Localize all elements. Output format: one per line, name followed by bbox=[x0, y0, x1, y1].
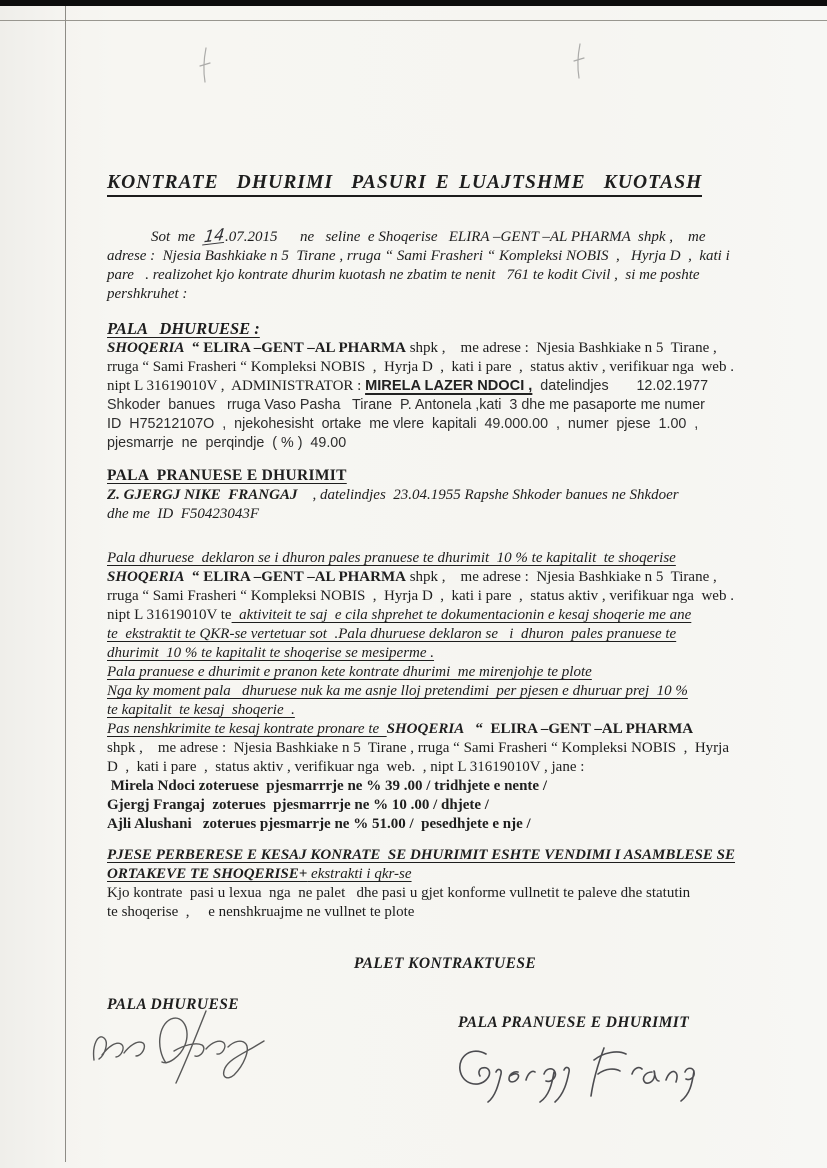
donor-text: Shkoder banues rruga Vaso Pasha Tirane P. Antonela ,kati 3 dhe me pasaporte me numer bbox=[107, 397, 705, 413]
parties-title-text: PALET KONTRAKTUESE bbox=[353, 955, 537, 972]
donor-text: shpk , me adrese : Njesia Bashkiake n 5 Tirane , bbox=[405, 340, 717, 356]
recipient-line bbox=[107, 486, 783, 505]
closing-line bbox=[107, 884, 783, 903]
declaration-line bbox=[107, 701, 783, 720]
company-name: “ ELIRA –GENT –AL PHARMA bbox=[184, 340, 406, 356]
annex-line bbox=[107, 846, 783, 865]
donor-text: datelindjes 12.02.1977 bbox=[532, 378, 709, 394]
declaration-text: shpk , me adrese : Njesia Bashkiake n 5 Tirane , bbox=[405, 569, 717, 585]
declaration-text: te kapitalit te kesaj shoqerie . bbox=[107, 702, 295, 718]
declaration-text: Pas nenshkrimite te kesaj kontrate pronare te bbox=[107, 721, 387, 737]
declaration-text: shpk , me adrese : Njesia Bashkiake n 5 Tirane , rruga “ Sami Frasheri “ Kompleksi NOBIS , Hyrja bbox=[107, 740, 729, 756]
declaration-line bbox=[107, 606, 783, 625]
closing-text: te shoqerise , e nenshkruajme ne vullnet te plote bbox=[107, 904, 415, 920]
declaration-line bbox=[107, 758, 783, 777]
declaration-line bbox=[107, 587, 783, 606]
donor-text: rruga “ Sami Frasheri “ Kompleksi NOBIS , Hyrja D , kati i pare , status aktiv , verifikuar nga web . bbox=[107, 359, 734, 375]
pen-mark-icon bbox=[572, 42, 586, 82]
ownership-text: Mirela Ndoci zoteruese pjesmarrrje ne % 39 .00 / tridhjete e nente / bbox=[107, 778, 548, 794]
intro-line bbox=[107, 224, 783, 247]
spacer bbox=[107, 834, 783, 846]
ownership-line bbox=[107, 777, 783, 796]
spacer bbox=[107, 304, 783, 318]
company-name: SHOQERIA bbox=[107, 569, 185, 585]
declaration-line bbox=[107, 625, 783, 644]
intro-line bbox=[107, 285, 783, 304]
handwritten-date: 14 bbox=[202, 224, 226, 247]
intro-text: .07.2015 ne seline e Shoqerise ELIRA –GENT –AL PHARMA shpk , me bbox=[225, 229, 706, 245]
signature-donor bbox=[88, 1005, 288, 1090]
donor-text: nipt L 31619010V , ADMINISTRATOR : bbox=[107, 378, 366, 394]
declaration-text: aktiviteit te saj e cila shprehet te dokumentacionin e kesaj shoqerie me ane bbox=[231, 607, 692, 623]
closing-text: Kjo kontrate pasi u lexua nga ne palet dhe pasi u gjet konforme vullnetit te paleve dhe statutin bbox=[107, 885, 691, 901]
donor-line bbox=[107, 358, 783, 377]
donor-text: pjesmarrje ne perqindje ( % ) 49.00 bbox=[107, 435, 347, 451]
section-heading-text: PALA PRANUESE E DHURIMIT bbox=[107, 467, 347, 484]
declaration-line bbox=[107, 682, 783, 701]
intro-text: Sot me bbox=[151, 229, 203, 245]
declaration-text: rruga “ Sami Frasheri “ Kompleksi NOBIS , Hyrja D , kati i pare , status aktiv , verifikuar nga web . bbox=[107, 588, 734, 604]
donor-line bbox=[107, 339, 783, 358]
declaration-line bbox=[107, 720, 783, 739]
annex-text: ORTAKEVE TE SHOQERISE+ bbox=[107, 866, 308, 882]
declaration-text: dhurimit 10 % te kapitalit te shoqerise se mesiperme . bbox=[107, 645, 435, 661]
declaration-line bbox=[107, 663, 783, 682]
recipient-signature-label-text: PALA PRANUESE E DHURIMIT bbox=[458, 1014, 690, 1031]
declaration-line bbox=[107, 739, 783, 758]
annex-text: PJESE PERBERESE E KESAJ KONRATE SE DHURIMIT ESHTE VENDIMI I ASAMBLESE SE bbox=[107, 847, 736, 863]
recipient-text: , datelindjes 23.04.1955 Rapshe Shkoder banues ne Shkdoer bbox=[297, 487, 679, 503]
page-left-margin-line bbox=[65, 6, 66, 1162]
recipient-text: dhe me ID F50423043F bbox=[107, 506, 260, 522]
annex-text: ekstrakti i qkr-se bbox=[307, 866, 412, 882]
document-content bbox=[107, 172, 783, 1015]
intro-text: adrese : Njesia Bashkiake n 5 Tirane , rruga “ Sami Frasheri “ Kompleksi NOBIS , Hyrja D , kati i bbox=[107, 248, 730, 264]
administrator-name: MIRELA LAZER NDOCI , bbox=[365, 378, 533, 394]
donor-line bbox=[107, 434, 783, 453]
declaration-text: Pala dhuruese deklaron se i dhuron pales pranuese te dhurimit 10 % te kapitalit te shoqerise bbox=[107, 550, 676, 566]
annex-line bbox=[107, 865, 783, 884]
declaration-text: Pala pranuese e dhurimit e pranon kete kontrate dhurimi me mirenjohje te plote bbox=[107, 664, 592, 680]
ownership-text: Ajli Alushani zoterues pjesmarrje ne % 51.00 / pesedhjete e nje / bbox=[107, 816, 531, 832]
recipient-line bbox=[107, 505, 783, 524]
donor-line bbox=[107, 396, 783, 415]
spacer bbox=[107, 974, 783, 995]
declaration-line bbox=[107, 644, 783, 663]
intro-text: pare . realizohet kjo kontrate dhurim kuotash ne zbatim te nenit 761 te kodit Civil , si me poshte bbox=[107, 267, 700, 283]
spacer bbox=[107, 922, 783, 954]
declaration-text: Nga ky moment pala dhuruese nuk ka me asnje lloj pretendimi per pjesen e dhuruar prej 10 % bbox=[107, 683, 688, 699]
intro-line bbox=[107, 266, 783, 285]
scan-top-rule-line bbox=[0, 20, 827, 21]
spacer bbox=[107, 524, 783, 549]
section-heading-donor bbox=[107, 318, 783, 339]
recipient-name: Z. GJERGJ NIKE FRANGAJ bbox=[107, 487, 298, 503]
donor-signature-label-text: PALA DHURUESE bbox=[107, 996, 239, 1013]
donor-line bbox=[107, 377, 783, 396]
closing-line bbox=[107, 903, 783, 922]
spacer bbox=[107, 453, 783, 465]
pen-mark-icon bbox=[198, 46, 212, 86]
intro-text: pershkruhet : bbox=[107, 286, 188, 302]
declaration-line bbox=[107, 549, 783, 568]
company-name: SHOQERIA bbox=[386, 721, 465, 737]
parties-title bbox=[107, 954, 783, 974]
donor-text: ID H75212107O , njekohesisht ortake me vlere kapitali 49.000.00 , numer pjese 1.00 , bbox=[107, 416, 699, 432]
section-heading-text: PALA DHURUESE : bbox=[107, 319, 260, 338]
signature-recipient bbox=[452, 1038, 702, 1113]
recipient-signature-label bbox=[458, 1014, 689, 1032]
donor-line bbox=[107, 415, 783, 434]
document-title bbox=[107, 172, 783, 194]
section-heading-recipient bbox=[107, 465, 783, 486]
company-name: “ ELIRA –GENT –AL PHARMA bbox=[464, 721, 694, 737]
ownership-text: Gjergj Frangaj zoterues pjesmarrrje ne % 10 .00 / dhjete / bbox=[107, 797, 489, 813]
document-title-text: KONTRATE DHURIMI PASURI E LUAJTSHME KUOTASH bbox=[107, 172, 702, 197]
declaration-line bbox=[107, 568, 783, 587]
scan-top-black-bar bbox=[0, 0, 827, 6]
declaration-text: te ekstraktit te QKR-se vertetuar sot .Pala dhuruese deklaron se i dhuron pales pranuese te bbox=[107, 626, 677, 642]
declaration-text: nipt L 31619010V te bbox=[107, 607, 232, 623]
ownership-line bbox=[107, 815, 783, 834]
ownership-line bbox=[107, 796, 783, 815]
intro-line bbox=[107, 247, 783, 266]
declaration-text: D , kati i pare , status aktiv , verifikuar nga web. , nipt L 31619010V , jane : bbox=[107, 759, 585, 775]
company-name: SHOQERIA bbox=[107, 340, 185, 356]
company-name: “ ELIRA –GENT –AL PHARMA bbox=[184, 569, 406, 585]
